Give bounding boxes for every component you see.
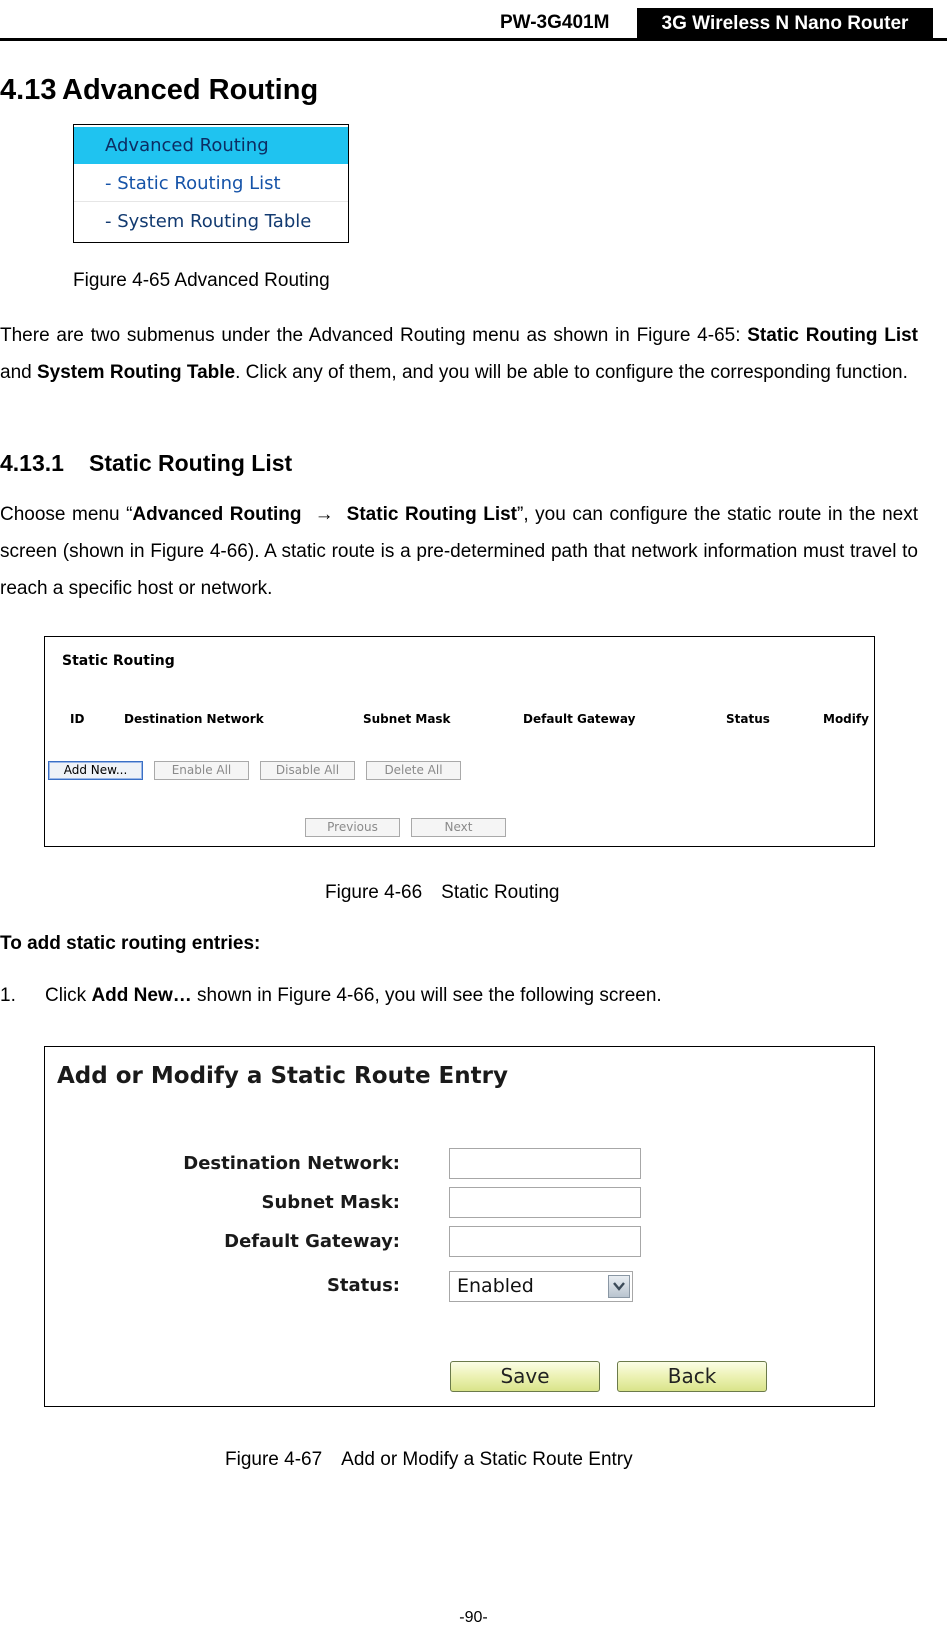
intro-bold-static-routing-list: Static Routing List [747, 325, 919, 346]
step-1-text-2: shown in Figure 4-66, you will see the following screen. [191, 985, 662, 1006]
step-1-bold-add-new: Add New… [91, 985, 192, 1006]
choose-menu-paragraph [0, 496, 918, 607]
default-gateway-input[interactable] [449, 1226, 641, 1257]
add-entries-heading: To add static routing entries: [0, 933, 261, 954]
subsection-number: 4.13.1 [0, 450, 64, 476]
menu-item-system-routing-table[interactable]: - System Routing Table [105, 211, 312, 232]
add-modify-title: Add or Modify a Static Route Entry [57, 1063, 508, 1089]
column-header-subnet-mask: Subnet Mask [363, 712, 451, 726]
previous-button[interactable]: Previous [305, 818, 400, 837]
next-button[interactable]: Next [411, 818, 506, 837]
column-header-destination-network: Destination Network [124, 712, 264, 726]
chevron-down-icon[interactable] [608, 1275, 630, 1298]
enable-all-button[interactable]: Enable All [154, 761, 249, 780]
static-routing-screen [44, 636, 875, 847]
back-button[interactable]: Back [617, 1361, 767, 1392]
step-1 [0, 985, 662, 1007]
figure-caption-4-65: Figure 4-65 Advanced Routing [73, 270, 330, 291]
menu-item-static-routing-list[interactable]: - Static Routing List [74, 165, 348, 202]
column-header-status: Status [726, 712, 770, 726]
subnet-mask-input[interactable] [449, 1187, 641, 1218]
intro-text-3: . Click any of them, and you will be able to configure the corresponding function. [235, 362, 908, 383]
choose-text-1: Choose menu “ [0, 504, 133, 525]
status-label: Status: [326, 1275, 400, 1296]
destination-network-input[interactable] [449, 1148, 641, 1179]
advanced-routing-menu [73, 124, 349, 243]
delete-all-button[interactable]: Delete All [366, 761, 461, 780]
status-select-value: Enabled [457, 1275, 534, 1297]
arrow-right-icon: → [314, 504, 334, 525]
section-title: Advanced Routing [62, 74, 319, 106]
default-gateway-label: Default Gateway: [224, 1231, 400, 1252]
save-button[interactable]: Save [450, 1361, 600, 1392]
intro-text-1: There are two submenus under the Advanced Routing menu as shown in Figure 4-65: [0, 325, 748, 346]
add-modify-static-route-screen [44, 1046, 875, 1407]
section-number: 4.13 [0, 74, 57, 106]
header-model: PW-3G401M [500, 12, 610, 33]
column-header-id: ID [70, 712, 85, 726]
header-product: 3G Wireless N Nano Router [637, 8, 933, 40]
column-header-modify: Modify [823, 712, 869, 726]
status-select[interactable] [449, 1271, 633, 1302]
subsection-heading [0, 450, 292, 477]
section-heading [0, 74, 318, 107]
header-rule [0, 38, 947, 41]
page-number: -90- [459, 1609, 488, 1626]
intro-bold-system-routing-table: System Routing Table [36, 362, 236, 383]
column-header-default-gateway: Default Gateway [523, 712, 636, 726]
step-1-number: 1. [0, 985, 16, 1006]
choose-text-2: ”, you can configure the static route in the next screen (shown in Figure 4-66). A static route is a pre-determined path that network information must travel to reach a specific host or network. [0, 504, 919, 599]
intro-text-2: and [0, 362, 37, 383]
menu-item-advanced-routing[interactable]: Advanced Routing [74, 127, 348, 164]
destination-network-label: Destination Network: [183, 1153, 400, 1174]
figure-caption-4-67: Figure 4-67 Add or Modify a Static Route Entry [225, 1449, 633, 1470]
add-new-button[interactable]: Add New... [48, 761, 143, 780]
step-1-text-1: Click [45, 985, 92, 1006]
subnet-mask-label: Subnet Mask: [261, 1192, 400, 1213]
subsection-title: Static Routing List [89, 450, 293, 476]
disable-all-button[interactable]: Disable All [260, 761, 355, 780]
figure-caption-4-66: Figure 4-66 Static Routing [325, 882, 560, 903]
intro-paragraph [0, 317, 918, 391]
choose-bold-static-routing-list: Static Routing List [346, 504, 518, 525]
choose-bold-advanced-routing: Advanced Routing [132, 504, 302, 525]
static-routing-title: Static Routing [62, 653, 175, 669]
